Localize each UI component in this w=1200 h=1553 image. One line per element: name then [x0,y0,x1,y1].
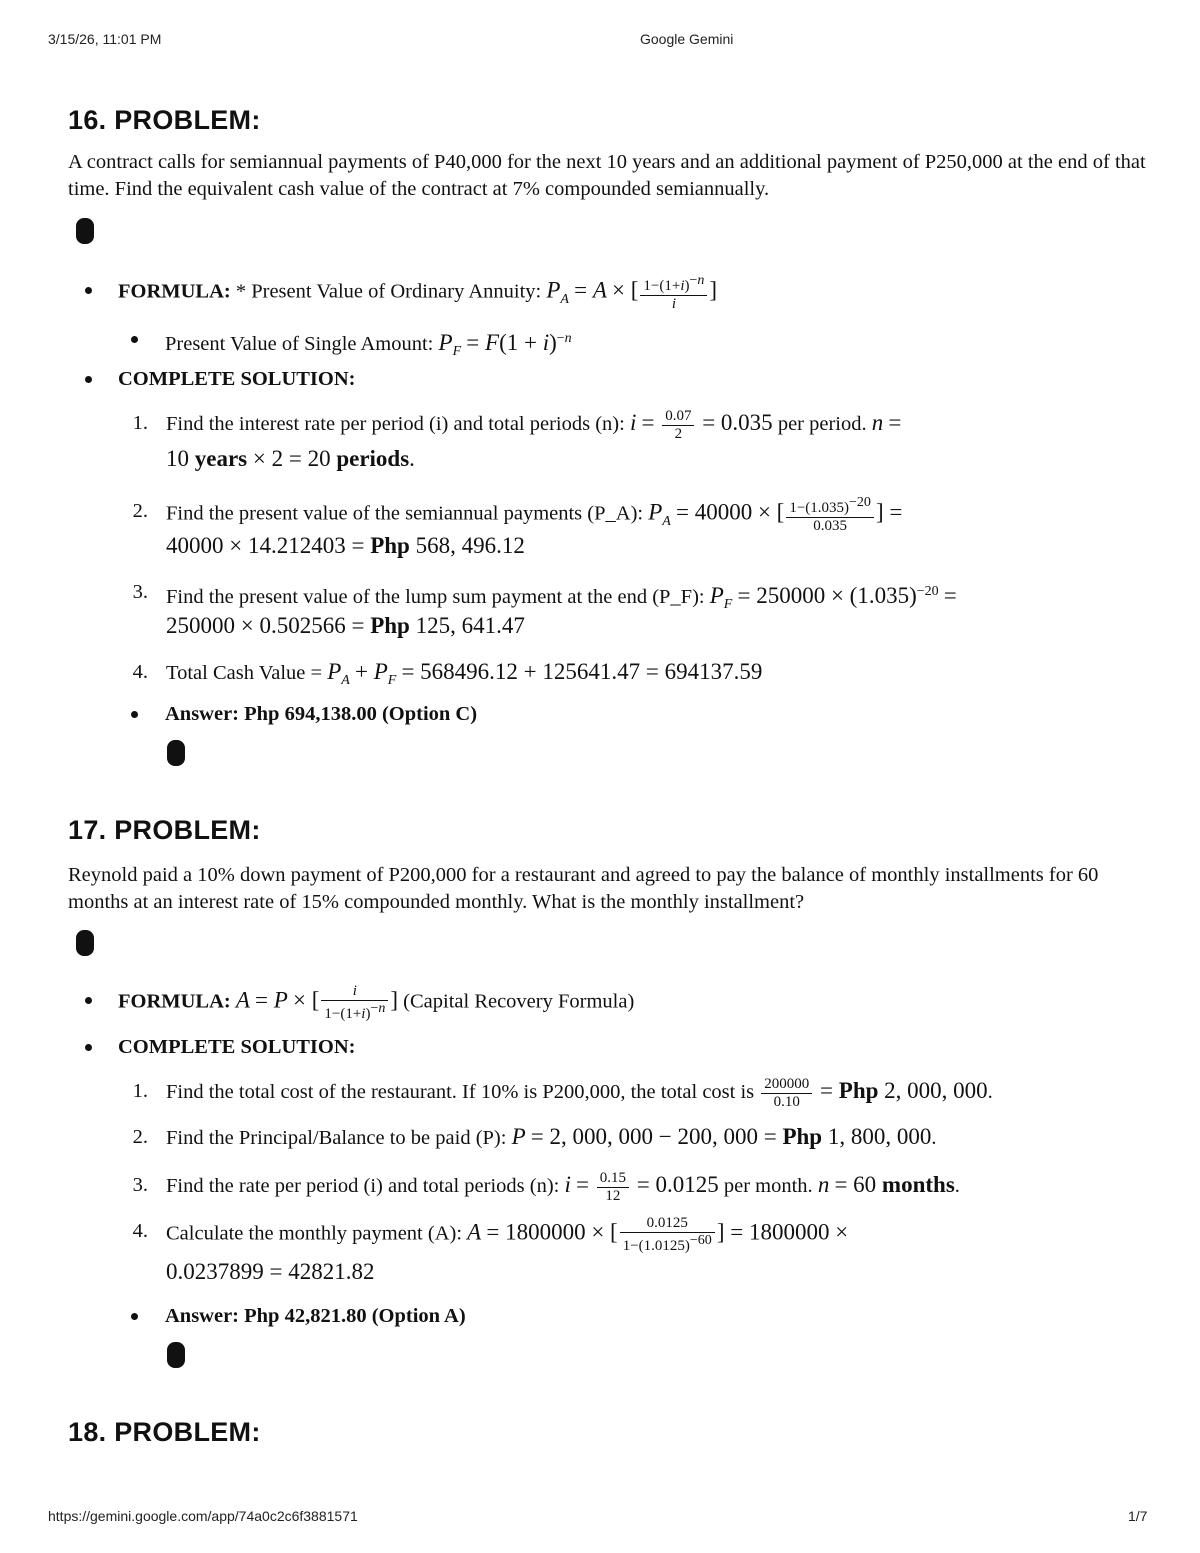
gemini-response-marker-icon [76,930,94,956]
step-3: Find the rate per period (i) and total periods (n): i = $\frac{0.15}{12}$ = 0.0125 per month. n = 60 months. [166,1169,960,1204]
step-number: 3. [132,1174,148,1196]
formula-annuity-text: * Present Value of Ordinary Annuity: [235,280,542,303]
step-2: Find the present value of the semiannual payments (P_A): $P_A = 40000$ × [ $\frac{1-(1.035)^{-20}}{0.035}$ ] = [166,495,903,534]
page-title: Google Gemini [640,31,734,47]
step-1-text: Find the total cost of the restaurant. If 10% is P200,000, the total cost is [166,1081,755,1103]
step-2-text: Find the Principal/Balance to be paid (P): [166,1127,507,1149]
step-4: Calculate the monthly payment (A): A = 1800000 × [ $\frac{0.0125}{1-(1.0125)^{-60}}$ ] = 1800000 × [166,1215,849,1254]
problem-17-text: Reynold paid a 10% down payment of P200,000 for a restaurant and agreed to pay the balance of monthly installments for 60 months at an interest rate of 15% compounded monthly. What is the monthly installment? [68,864,1099,913]
bullet-icon [85,997,92,1004]
gemini-response-marker-icon [167,1342,185,1368]
formula-label: FORMULA: [118,280,231,303]
formula-label: FORMULA: [118,990,231,1013]
step-1: Find the total cost of the restaurant. If 10% is P200,000, the total cost is $\frac{200000}{0.10}$ = Php 2, 000, 000. [166,1075,993,1110]
step-3: Find the present value of the lump sum payment at the end (P_F): $P_F = 250000 \times (1.035)^{-20}$ = [166,582,957,612]
step-number: 2. [132,1126,148,1148]
step-number: 1. [132,412,148,434]
bullet-icon [131,1313,138,1320]
problem-16-heading: 16. PROBLEM: [68,105,261,135]
page-url: https://gemini.google.com/app/74a0c2c6f3881571 [48,1508,358,1524]
step-3-continued: 250000 × 0.502566 = Php 125, 641.47 [166,613,525,638]
step-4-text: Calculate the monthly payment (A): [166,1222,463,1245]
step-3-text: Find the rate per period (i) and total periods (n): [166,1175,560,1197]
gemini-response-marker-icon [167,740,185,766]
step-number: 3. [132,581,148,603]
step-1-text: Find the interest rate per period (i) and total periods (n): [166,413,625,435]
step-1-continued: 10 years × 2 = 20 periods. [166,446,415,471]
formula-note: (Capital Recovery Formula) [403,990,635,1013]
step-2: Find the Principal/Balance to be paid (P): P = 2, 000, 000 − 200, 000 = Php 1, 800, 000. [166,1124,937,1149]
formula-single-text: Present Value of Single Amount: [165,332,434,355]
bullet-icon [131,336,138,343]
step-number: 2. [132,500,148,522]
step-2-continued: 40000 × 14.212403 = Php 568, 496.12 [166,533,525,558]
gemini-response-marker-icon [76,218,94,244]
formula-annuity: FORMULA: * Present Value of Ordinary Annuity: $P_A = A$ × [ $\frac{1-(1+i)^{-n}}{i}$ ] [118,273,718,312]
step-number: 1. [132,1080,148,1102]
page-number: 1/7 [1128,1508,1148,1524]
step-2-text: Find the present value of the semiannual payments (P_A): [166,502,644,525]
problem-16-text: A contract calls for semiannual payments of P40,000 for the next 10 years and an additional payment of P250,000 at the end of that time. Find the equivalent cash value of the contract at 7% compounded semiannually. [68,151,1146,200]
bullet-icon [85,1044,92,1051]
problem-18-heading: 18. PROBLEM: [68,1417,261,1447]
formula-single: Present Value of Single Amount: $P_F = F(1 + i)^{-n}$ [165,329,572,359]
bullet-icon [85,376,92,383]
step-4: Total Cash Value = $P_A + P_F = 568496.12 + 125641.47 = 694137.59$ [166,659,763,689]
bullet-icon [131,711,138,718]
step-number: 4. [132,1220,148,1242]
problem-17-heading: 17. PROBLEM: [68,815,261,845]
step-3-text: Find the present value of the lump sum payment at the end (P_F): [166,585,705,608]
answer-16: Answer: Php 694,138.00 (Option C) [165,703,478,725]
step-4-continued: 0.0237899 = 42821.82 [166,1259,375,1284]
bullet-icon [85,287,92,294]
step-number: 4. [132,661,148,683]
answer-17: Answer: Php 42,821.80 (Option A) [165,1305,466,1327]
step-1: Find the interest rate per period (i) and total periods (n): i = $\frac{0.07}{2}$ = 0.035 per period. n = [166,407,902,442]
print-datetime: 3/15/26, 11:01 PM [48,31,162,47]
formula-capital-recovery: FORMULA: A = P × [ $\frac{i}{1-(1+i)^{-n}}$ ] (Capital Recovery Formula) [118,983,635,1022]
step-4-text: Total Cash Value = [166,662,323,684]
solution-label: COMPLETE SOLUTION: [118,368,356,390]
solution-label: COMPLETE SOLUTION: [118,1036,356,1058]
